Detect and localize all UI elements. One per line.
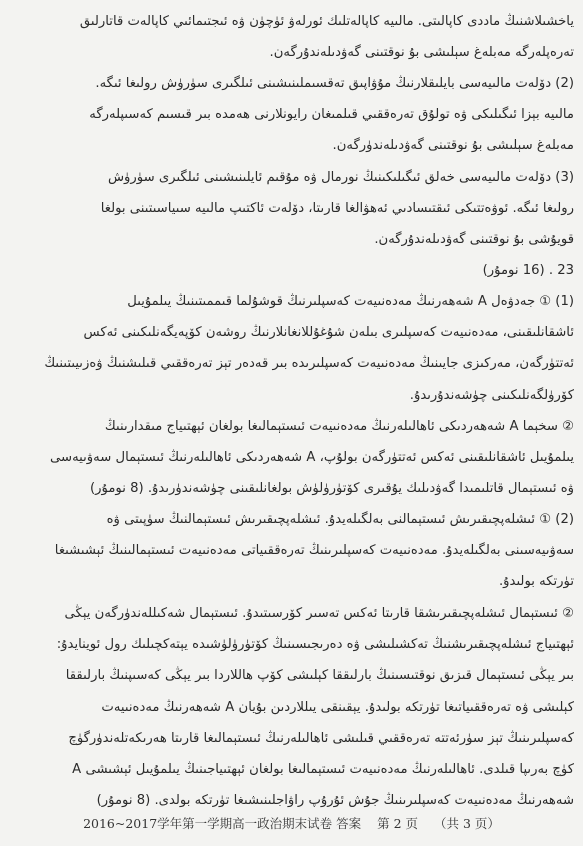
text-line: ئاشقانلىقىنى، مەدەنىيەت كەسپلىرى بىلەن شۇغۇللانغانلارنىڭ روشەن كۆپەيگەنلىكىنى ئەكس — [83, 325, 574, 341]
text-line: (2) دۆلەت مالىيەسى بايلىقلارنىڭ مۇۋاپىق تەقسىملىنىشىنى ئىلگىرى سۈرۈش رولىغا ئىگە. — [95, 76, 574, 91]
text-line: (2) ① ئىشلەپچىقىرىش ئىستېمالنى بەلگىلەيدۇ. ئىشلەپچىقىرىش ئىستېمالنىڭ سۈپىتى ۋە — [106, 512, 574, 527]
text-line: 23 . (16 نومۇر) — [482, 263, 574, 278]
text-line: ② سخېما A شەھەردىكى ئاھالىلەرنىڭ مەدەنىيەت ئىستېمالىغا بولغان ئېھتىياج مىقدارىنىڭ — [104, 419, 574, 434]
page-number: 第 2 页 — [377, 816, 419, 831]
text-line: تەرەپلەرگە مەبلەغ سېلىشى بۇ نوقتىنى گەۋدىلەندۇرگەن. — [269, 45, 574, 61]
answer-paragraph — [12, 68, 574, 162]
text-line: كۆرۈلگەنلىكىنى چۈشەندۇرىدۇ. — [409, 387, 574, 403]
answer-paragraph — [12, 598, 574, 816]
answer-paragraph — [12, 162, 574, 256]
text-line: كەسپلىرىنىڭ تېز سۈرئەتتە تەرەققىي قىلىشى ئاھالىلەرنىڭ ئىستېمالىغا قارىتا ھەرىكەتلەندۈرگۈچ — [68, 730, 574, 746]
text-line: قويۇشى بۇ نوقتىنى گەۋدىلەندۇرگەن. — [374, 232, 574, 248]
text-line: (3) دۆلەت مالىيەسى خەلق ئىگىلىكىنىڭ نورمال ۋە مۇقىم ئايلىنىشىنى ئىلگىرى سۈرۈش — [107, 170, 574, 185]
answer-paragraph — [12, 286, 574, 411]
text-line: مەبلەغ سېلىشى بۇ نوقتىنى گەۋدىلەندۈرگەن. — [332, 138, 574, 154]
text-line: ئەتتۈرگەن، مەركىزى جايىنىڭ مەدەنىيەت كەسپلىرىدە بىر قەدەر تېز تەرەققىي قىلىشنىڭ ۋەزىيىتىنىڭ — [44, 356, 574, 372]
text-line: بىر يېڭى ئىستېمال قىزىق نوقتىسىنىڭ بارلىققا كېلىشى كۆپ ھاللاردا بىر يېڭى كەسىپنىڭ بارلىققا — [65, 668, 574, 684]
answer-paragraph — [12, 504, 574, 598]
text-line: كېلىشى ۋە تەرەققىياتىغا تۈرتكە بولىدۇ. يېقىنقى يىللاردىن بۇيان A شەھەرنىڭ مەدەنىيەت — [101, 699, 574, 715]
text-line: رولىغا ئىگە. ئوۋەتتىكى ئىقتىسادىي ئەھۋالغا قارىتا، دۆلەت ئاكتىپ مالىيە سىياسىتىنى بولغا — [100, 201, 574, 217]
text-line: يىلمۇيىل ئاشقانلىقىنى ئەكس ئەتتۈرگەن بولۇپ، A شەھەردىكى ئاھالىلەرنىڭ ئىستېمال سەۋىيەسى — [50, 450, 574, 466]
answer-paragraph — [12, 411, 574, 505]
answer-paragraph — [12, 6, 574, 68]
text-line: شەھەرنىڭ مەدەنىيەت كەسپلىرىنىڭ جۇش ئۇرۇپ راۋاجلىنىشىغا تۈرتكە بولدى. (8 نومۇر) — [96, 793, 574, 809]
text-line: ② ئىستېمال ئىشلەپچىقىرىشقا قارىتا ئەكس تەسىر كۆرسىتىدۇ. ئىستېمال شەكىللەندۈرگەن يېڭى — [64, 606, 574, 621]
text-line: تۈرتكە بولىدۇ. — [498, 574, 574, 590]
text-line: (1) ① جەدۋەل A شەھەرنىڭ مەدەنىيەت كەسپلىرنىڭ قوشۇلما قىممىتىنىڭ يىلمۇيىل — [127, 294, 574, 309]
answer-paragraph — [12, 255, 574, 286]
text-line: ۋە ئىستېمال قاتلىمىدا گەۋدىلىك يۇقىرى كۆتۈرۈلۈش بولغانلىقىنى چۈشەندۈرىدۇ. (8 نومۇر) — [90, 481, 574, 497]
page-footer — [0, 814, 583, 832]
text-line: ئېھتىياج ئىشلەپچىقىرىشنىڭ تەكشىلىشى ۋە دەرىجىسىنىڭ كۆتۈرۈلۈشىدە يېتەكچىلىك رول ئوينايدۇ: — [56, 637, 574, 653]
exam-title: 2016~2017学年第一学期高一政治期末试卷 答案 — [83, 816, 362, 831]
page-total: （共 3 页） — [434, 816, 500, 831]
text-line: سەۋىيەسىنى بەلگىلەيدۇ. مەدەنىيەت كەسپلىرىنىڭ تەرەققىياتى مەدەنىيەت ئىستېمالىنىڭ ئېشىشىغا — [54, 543, 574, 559]
text-line: كۈچ بەرىپا قىلدى. ئاھالىلەرنىڭ مەدەنىيەت ئىستېمالىغا بولغان ئېھتىياجىنىڭ يىلمۇيىل ئېشىشى A — [72, 761, 574, 777]
text-line: ياخشىلاشنىڭ ماددى كاپالىتى. مالىيە كاپالەتلىك ئورلەۋ ئۈچۈن ۋە ئىجتىمائىي كاپالەت قاتارلىق — [79, 14, 574, 29]
text-line: مالىيە بېزا ئىگىلىكى ۋە تولۇق تەرەققىي قىلمىغان رايونلارنى ھەمدە بىر قىسىم كەسىپلەرگە — [89, 107, 574, 123]
